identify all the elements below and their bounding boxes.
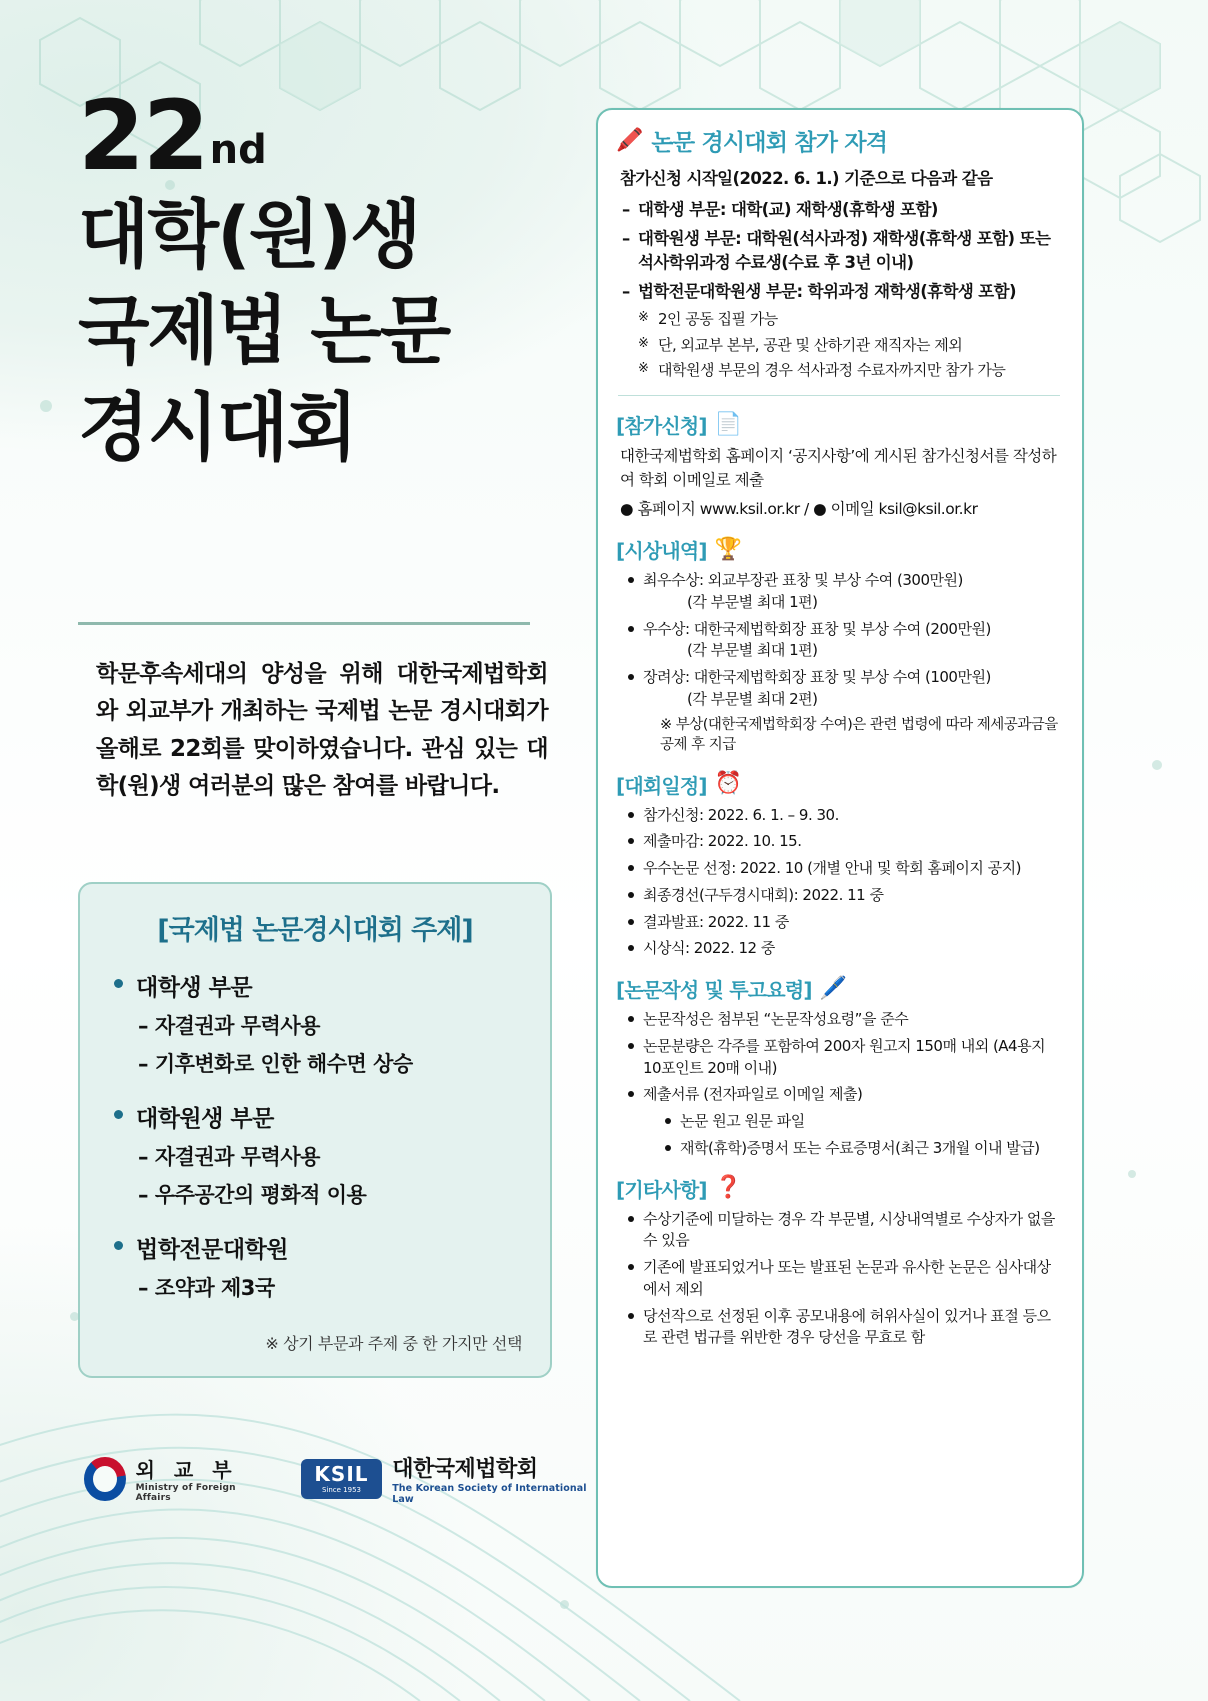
award-main: 장려상: 대한국제법학회장 표창 및 부상 수여 (100만원) bbox=[643, 668, 991, 687]
intro-paragraph: 학문후속세대의 양성을 위해 대한국제법학회와 외교부가 개최하는 국제법 논문 경시대회가 올해로 22회를 맞이하였습니다. 관심 있는 대학(원)생 여러분의 많은 참여를 바랍니다. bbox=[96, 661, 548, 799]
list-item: 논문작성은 첨부된 “논문작성요령”을 준수 bbox=[626, 1009, 1058, 1031]
eligibility-list bbox=[620, 198, 1058, 304]
info-panel bbox=[596, 108, 1084, 1588]
ksil-badge-sub: Since 1953 bbox=[321, 1485, 361, 1494]
mofa-name-ko: 외 교 부 bbox=[135, 1458, 238, 1482]
taegeuk-icon bbox=[84, 1457, 126, 1501]
guideline-docs: 제출서류 (전자파일로 이메일 제출) bbox=[643, 1085, 863, 1104]
awards-title: [시상내역] bbox=[616, 539, 707, 564]
topic-item: – 자결권과 무력사용 bbox=[138, 1014, 320, 1038]
ksil-badge-text: KSIL bbox=[314, 1461, 369, 1486]
document-icon: 📄 bbox=[714, 411, 743, 437]
guidelines-header bbox=[616, 974, 1062, 1003]
topic-group-title: 법학전문대학원 bbox=[114, 1231, 550, 1264]
award-sub: (각 부문별 최대 2편) bbox=[687, 689, 818, 708]
trophy-icon: 🏆 bbox=[714, 536, 743, 562]
list-item: 수상기준에 미달하는 경우 각 부문별, 시상내역별로 수상자가 없을 수 있음 bbox=[626, 1209, 1058, 1253]
topic-group-title: 대학생 부문 bbox=[114, 969, 550, 1002]
eligibility-notes bbox=[638, 309, 1058, 381]
topic-box bbox=[78, 882, 552, 1378]
mofa-name-en: Ministry of Foreign Affairs bbox=[135, 1483, 236, 1503]
list-item: – 법학전문대학원생 부문: 학위과정 재학생(휴학생 포함) bbox=[620, 280, 1058, 304]
application-header bbox=[616, 410, 1062, 439]
schedule-list bbox=[626, 805, 1058, 961]
eligibility-intro: 참가신청 시작일(2022. 6. 1.) 기준으로 다음과 같음 bbox=[620, 169, 993, 188]
guideline-sublist bbox=[663, 1111, 1058, 1160]
ksil-logo bbox=[301, 1452, 600, 1505]
schedule-header bbox=[616, 770, 1062, 799]
section-divider bbox=[618, 395, 1060, 396]
title-line-2: 국제법 논문 bbox=[78, 288, 450, 375]
footer-logos bbox=[84, 1452, 600, 1505]
list-item: ※ 2인 공동 집필 가능 bbox=[638, 309, 1058, 330]
topic-item: – 조약과 제3국 bbox=[138, 1276, 275, 1300]
left-column bbox=[0, 0, 600, 1701]
title-divider bbox=[78, 622, 530, 625]
topic-group-title: 대학원생 부문 bbox=[114, 1100, 550, 1133]
awards-header bbox=[616, 535, 1062, 564]
list-item: – 대학원생 부문: 대학원(석사과정) 재학생(휴학생 포함) 또는 석사학위과정 수료생(수료 후 3년 이내) bbox=[620, 227, 1058, 275]
poster-title bbox=[78, 80, 598, 473]
application-desc: 대한국제법학회 홈페이지 ‘공지사항’에 게시된 참가신청서를 작성하여 학회 이메일로 제출 bbox=[620, 447, 1057, 489]
list-item: 결과발표: 2022. 11 중 bbox=[626, 912, 1058, 934]
guidelines-title: [논문작성 및 투고요령] bbox=[616, 978, 812, 1003]
application-contact: ● 홈페이지 www.ksil.or.kr / ● 이메일 ksil@ksil.or.kr bbox=[620, 499, 978, 518]
list-item bbox=[626, 619, 1058, 663]
topic-note: ※ 상기 부문과 주제 중 한 가지만 선택 bbox=[265, 1334, 522, 1353]
edition-suffix: nd bbox=[209, 126, 267, 173]
award-sub: (각 부문별 최대 1편) bbox=[687, 592, 818, 611]
topic-group-graduate bbox=[114, 1100, 550, 1209]
list-item: 당선작으로 선정된 이후 공모내용에 허위사실이 있거나 표절 등으로 관련 법규를 위반한 경우 당선을 무효로 함 bbox=[626, 1306, 1058, 1350]
list-item: 우수논문 선정: 2022. 10 (개별 안내 및 학회 홈페이지 공지) bbox=[626, 858, 1058, 880]
title-line-1: 대학(원)생 bbox=[78, 192, 420, 278]
awards-note: ※ 부상(대한국제법학회장 수여)은 관련 법령에 따라 제세공과금을 공제 후 지급 bbox=[660, 716, 1058, 754]
clock-icon: ⏰ bbox=[714, 771, 743, 797]
etc-header bbox=[616, 1174, 1062, 1203]
title-line-3: 경시대회 bbox=[78, 384, 356, 471]
schedule-title: [대회일정] bbox=[616, 773, 707, 798]
ksil-name-en: The Korean Society of International Law bbox=[392, 1483, 587, 1505]
award-main: 우수상: 대한국제법학회장 표창 및 부상 수여 (200만원) bbox=[643, 619, 991, 638]
award-main: 최우수상: 외교부장관 표창 및 부상 수여 (300만원) bbox=[643, 571, 963, 590]
awards-list bbox=[626, 570, 1058, 711]
etc-title: [기타사항] bbox=[616, 1177, 707, 1202]
ksil-badge-icon bbox=[301, 1459, 382, 1499]
mofa-logo bbox=[84, 1454, 267, 1503]
topic-heading: [국제법 논문경시대회 주제] bbox=[157, 915, 473, 946]
question-exclamation-icon: ❓ bbox=[714, 1175, 743, 1201]
etc-list bbox=[626, 1209, 1058, 1350]
edition-number: 22 bbox=[78, 80, 208, 192]
list-item: 시상식: 2022. 12 중 bbox=[626, 938, 1058, 960]
list-item: 논문분량은 각주를 포함하여 200자 원고지 150매 내외 (A4용지 10포인트 20매 이내) bbox=[626, 1036, 1058, 1080]
pen-icon: 🖊️ bbox=[819, 975, 848, 1001]
list-item bbox=[626, 667, 1058, 711]
list-item bbox=[626, 1084, 1058, 1159]
list-item: 최종경선(구두경시대회): 2022. 11 중 bbox=[626, 885, 1058, 907]
application-title: [참가신청] bbox=[616, 414, 707, 439]
list-item: – 대학생 부문: 대학(교) 재학생(휴학생 포함) bbox=[620, 198, 1058, 222]
eligibility-header bbox=[616, 124, 1062, 157]
eligibility-title: 논문 경시대회 참가 자격 bbox=[651, 130, 888, 156]
list-item: ※ 단, 외교부 본부, 공관 및 산하기관 재직자는 제외 bbox=[638, 335, 1058, 356]
list-item bbox=[626, 570, 1058, 614]
list-item: ※ 대학원생 부문의 경우 석사과정 수료자까지만 참가 가능 bbox=[638, 360, 1058, 381]
list-item: 논문 원고 원문 파일 bbox=[663, 1111, 1058, 1133]
topic-item: – 기후변화로 인한 해수면 상승 bbox=[138, 1052, 413, 1076]
list-item: 기존에 발표되었거나 또는 발표된 논문과 유사한 논문은 심사대상에서 제외 bbox=[626, 1257, 1058, 1301]
award-sub: (각 부문별 최대 1편) bbox=[687, 641, 818, 660]
topic-item: – 자결권과 무력사용 bbox=[138, 1145, 320, 1169]
topic-group-undergraduate bbox=[114, 969, 550, 1078]
list-item: 제출마감: 2022. 10. 15. bbox=[626, 831, 1058, 853]
list-item: 참가신청: 2022. 6. 1. – 9. 30. bbox=[626, 805, 1058, 827]
guidelines-list bbox=[626, 1009, 1058, 1160]
topic-group-lawschool bbox=[114, 1231, 550, 1302]
list-item: 재학(휴학)증명서 또는 수료증명서(최근 3개월 이내 발급) bbox=[663, 1138, 1058, 1160]
pencil-cup-icon: 🖍️ bbox=[616, 127, 644, 153]
topic-item: – 우주공간의 평화적 이용 bbox=[138, 1183, 367, 1207]
ksil-name-ko: 대한국제법학회 bbox=[392, 1457, 538, 1482]
